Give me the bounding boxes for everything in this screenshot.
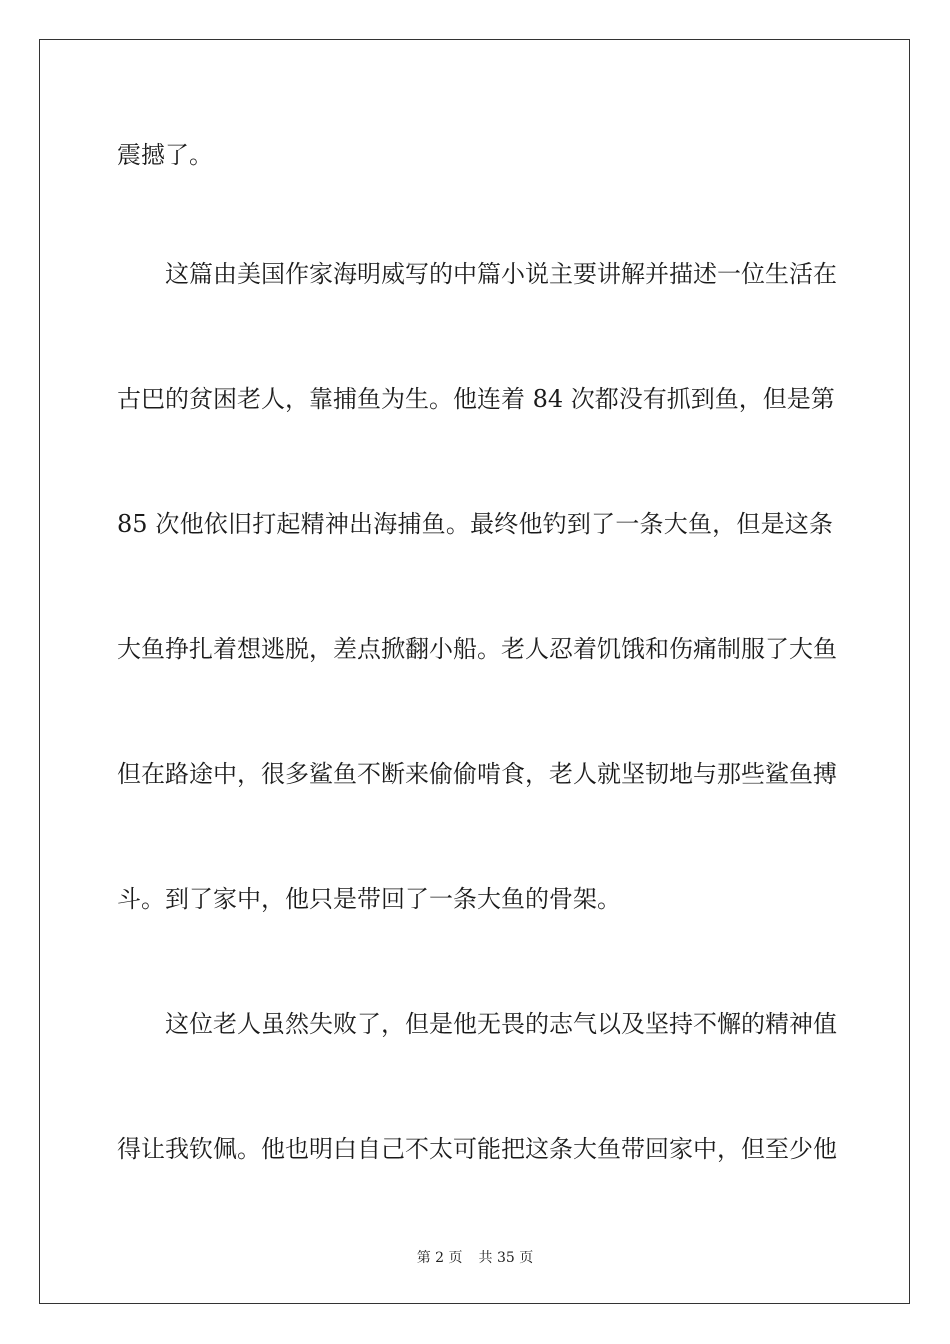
page-number: 第 2 页: [416, 1250, 463, 1266]
text-line-2: 这篇由美国作家海明威写的中篇小说主要讲解并描述一位生活在: [117, 260, 837, 288]
text-line-7: 斗。到了家中，他只是带回了一条大鱼的骨架。: [117, 885, 621, 913]
text-line-1: 震撼了。: [117, 141, 213, 169]
text-line-8: 这位老人虽然失败了，但是他无畏的志气以及坚持不懈的精神值: [117, 1010, 837, 1038]
total-pages: 共 35 页: [478, 1250, 534, 1266]
text-line-6: 但在路途中，很多鲨鱼不断来偷偷啃食，老人就坚韧地与那些鲨鱼搏: [117, 760, 837, 788]
page-footer: [0, 1249, 950, 1267]
text-line-4: 85 次他依旧打起精神出海捕鱼。最终他钓到了一条大鱼，但是这条: [117, 510, 833, 538]
text-line-3: 古巴的贫困老人，靠捕鱼为生。他连着 84 次都没有抓到鱼，但是第: [117, 385, 835, 413]
page-border: [39, 39, 910, 1304]
text-line-5: 大鱼挣扎着想逃脱，差点掀翻小船。老人忍着饥饿和伤痛制服了大鱼: [117, 635, 837, 663]
text-line-9: 得让我钦佩。他也明白自己不太可能把这条大鱼带回家中，但至少他: [117, 1135, 837, 1163]
